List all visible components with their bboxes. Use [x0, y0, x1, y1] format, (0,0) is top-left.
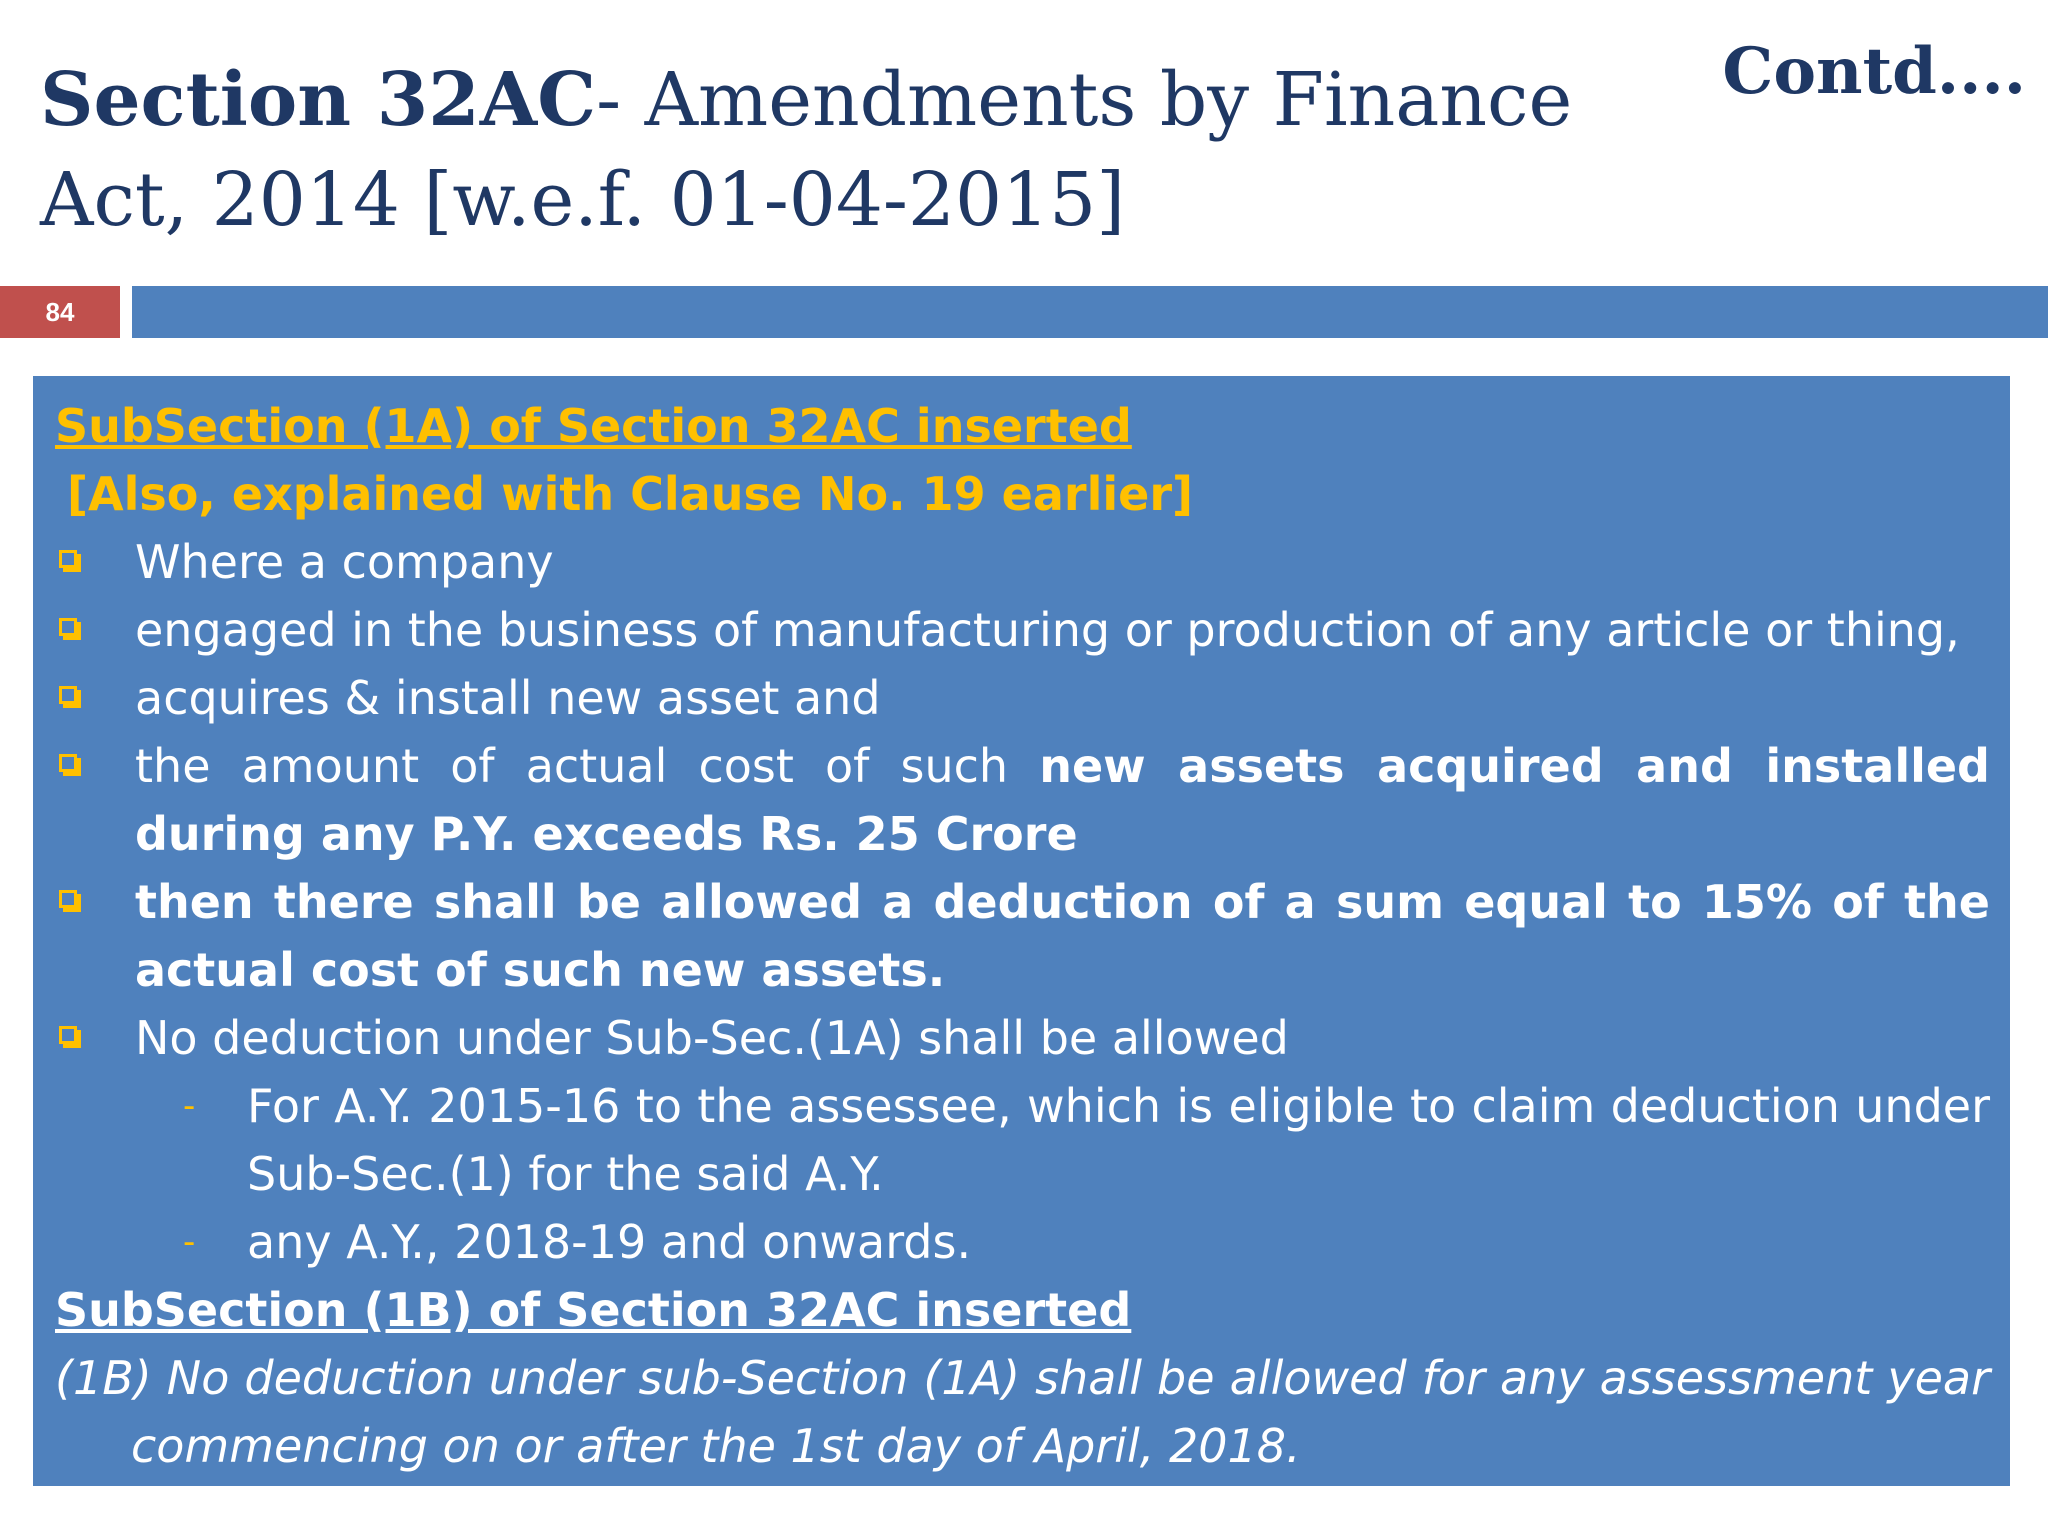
- heading-subsection-1a: SubSection (1A) of Section 32AC inserted: [55, 399, 1132, 453]
- title-bold: Section 32AC: [40, 57, 597, 143]
- slide-title: [40, 50, 1740, 250]
- heading-subsection-1b: SubSection (1B) of Section 32AC inserted: [55, 1283, 1132, 1337]
- dash-bullet-icon: -: [183, 1086, 196, 1126]
- bullet-item: [55, 664, 1990, 732]
- bullet-text: acquires & install new asset and: [135, 671, 881, 725]
- content-panel: [33, 376, 2010, 1486]
- bullet-text-bold: new assets acquired and installed during any P.Y. exceeds Rs. 25 Crore: [135, 739, 1990, 861]
- bullet-text: then there shall be allowed a deduction of a sum equal to 15% of the actual cost of such new assets.: [135, 875, 1990, 997]
- contd-label: Contd....: [1722, 34, 2026, 109]
- checkbox-bullet-icon: [59, 1026, 77, 1044]
- header-divider-bar: [132, 286, 2048, 338]
- bullet-item: [55, 596, 1990, 664]
- sub-item: [55, 1072, 1990, 1208]
- checkbox-bullet-icon: [59, 686, 77, 704]
- checkbox-bullet-icon: [59, 618, 77, 636]
- dash-bullet-icon: -: [183, 1222, 196, 1262]
- subsection-1b-text: (1B) No deduction under sub-Section (1A) shall be allowed for any assessment year commencing on or after the 1st day of April, 2018.: [55, 1351, 1990, 1473]
- bullet-item: [55, 868, 1990, 1004]
- bullet-text: engaged in the business of manufacturing or production of any article or thing,: [135, 603, 1960, 657]
- subheading-clause-note: [Also, explained with Clause No. 19 earlier]: [67, 467, 1194, 521]
- bullet-item: [55, 732, 1990, 868]
- bullet-item: [55, 528, 1990, 596]
- bullet-text: No deduction under Sub-Sec.(1A) shall be allowed: [135, 1011, 1289, 1065]
- bullet-item: [55, 1004, 1990, 1072]
- sub-item: [55, 1208, 1990, 1276]
- bullet-text: the amount of actual cost of such: [135, 739, 1040, 793]
- slide-number: 84: [0, 286, 120, 338]
- checkbox-bullet-icon: [59, 890, 77, 908]
- checkbox-bullet-icon: [59, 550, 77, 568]
- title-rest: - Amendments by Finance Act, 2014 [w.e.f. 01-04-2015]: [40, 57, 1573, 243]
- checkbox-bullet-icon: [59, 754, 77, 772]
- sub-item-text: any A.Y., 2018-19 and onwards.: [247, 1215, 972, 1269]
- bullet-text: Where a company: [135, 535, 554, 589]
- sub-item-text: For A.Y. 2015-16 to the assessee, which is eligible to claim deduction under Sub-Sec.(1) for the said A.Y.: [247, 1079, 1990, 1201]
